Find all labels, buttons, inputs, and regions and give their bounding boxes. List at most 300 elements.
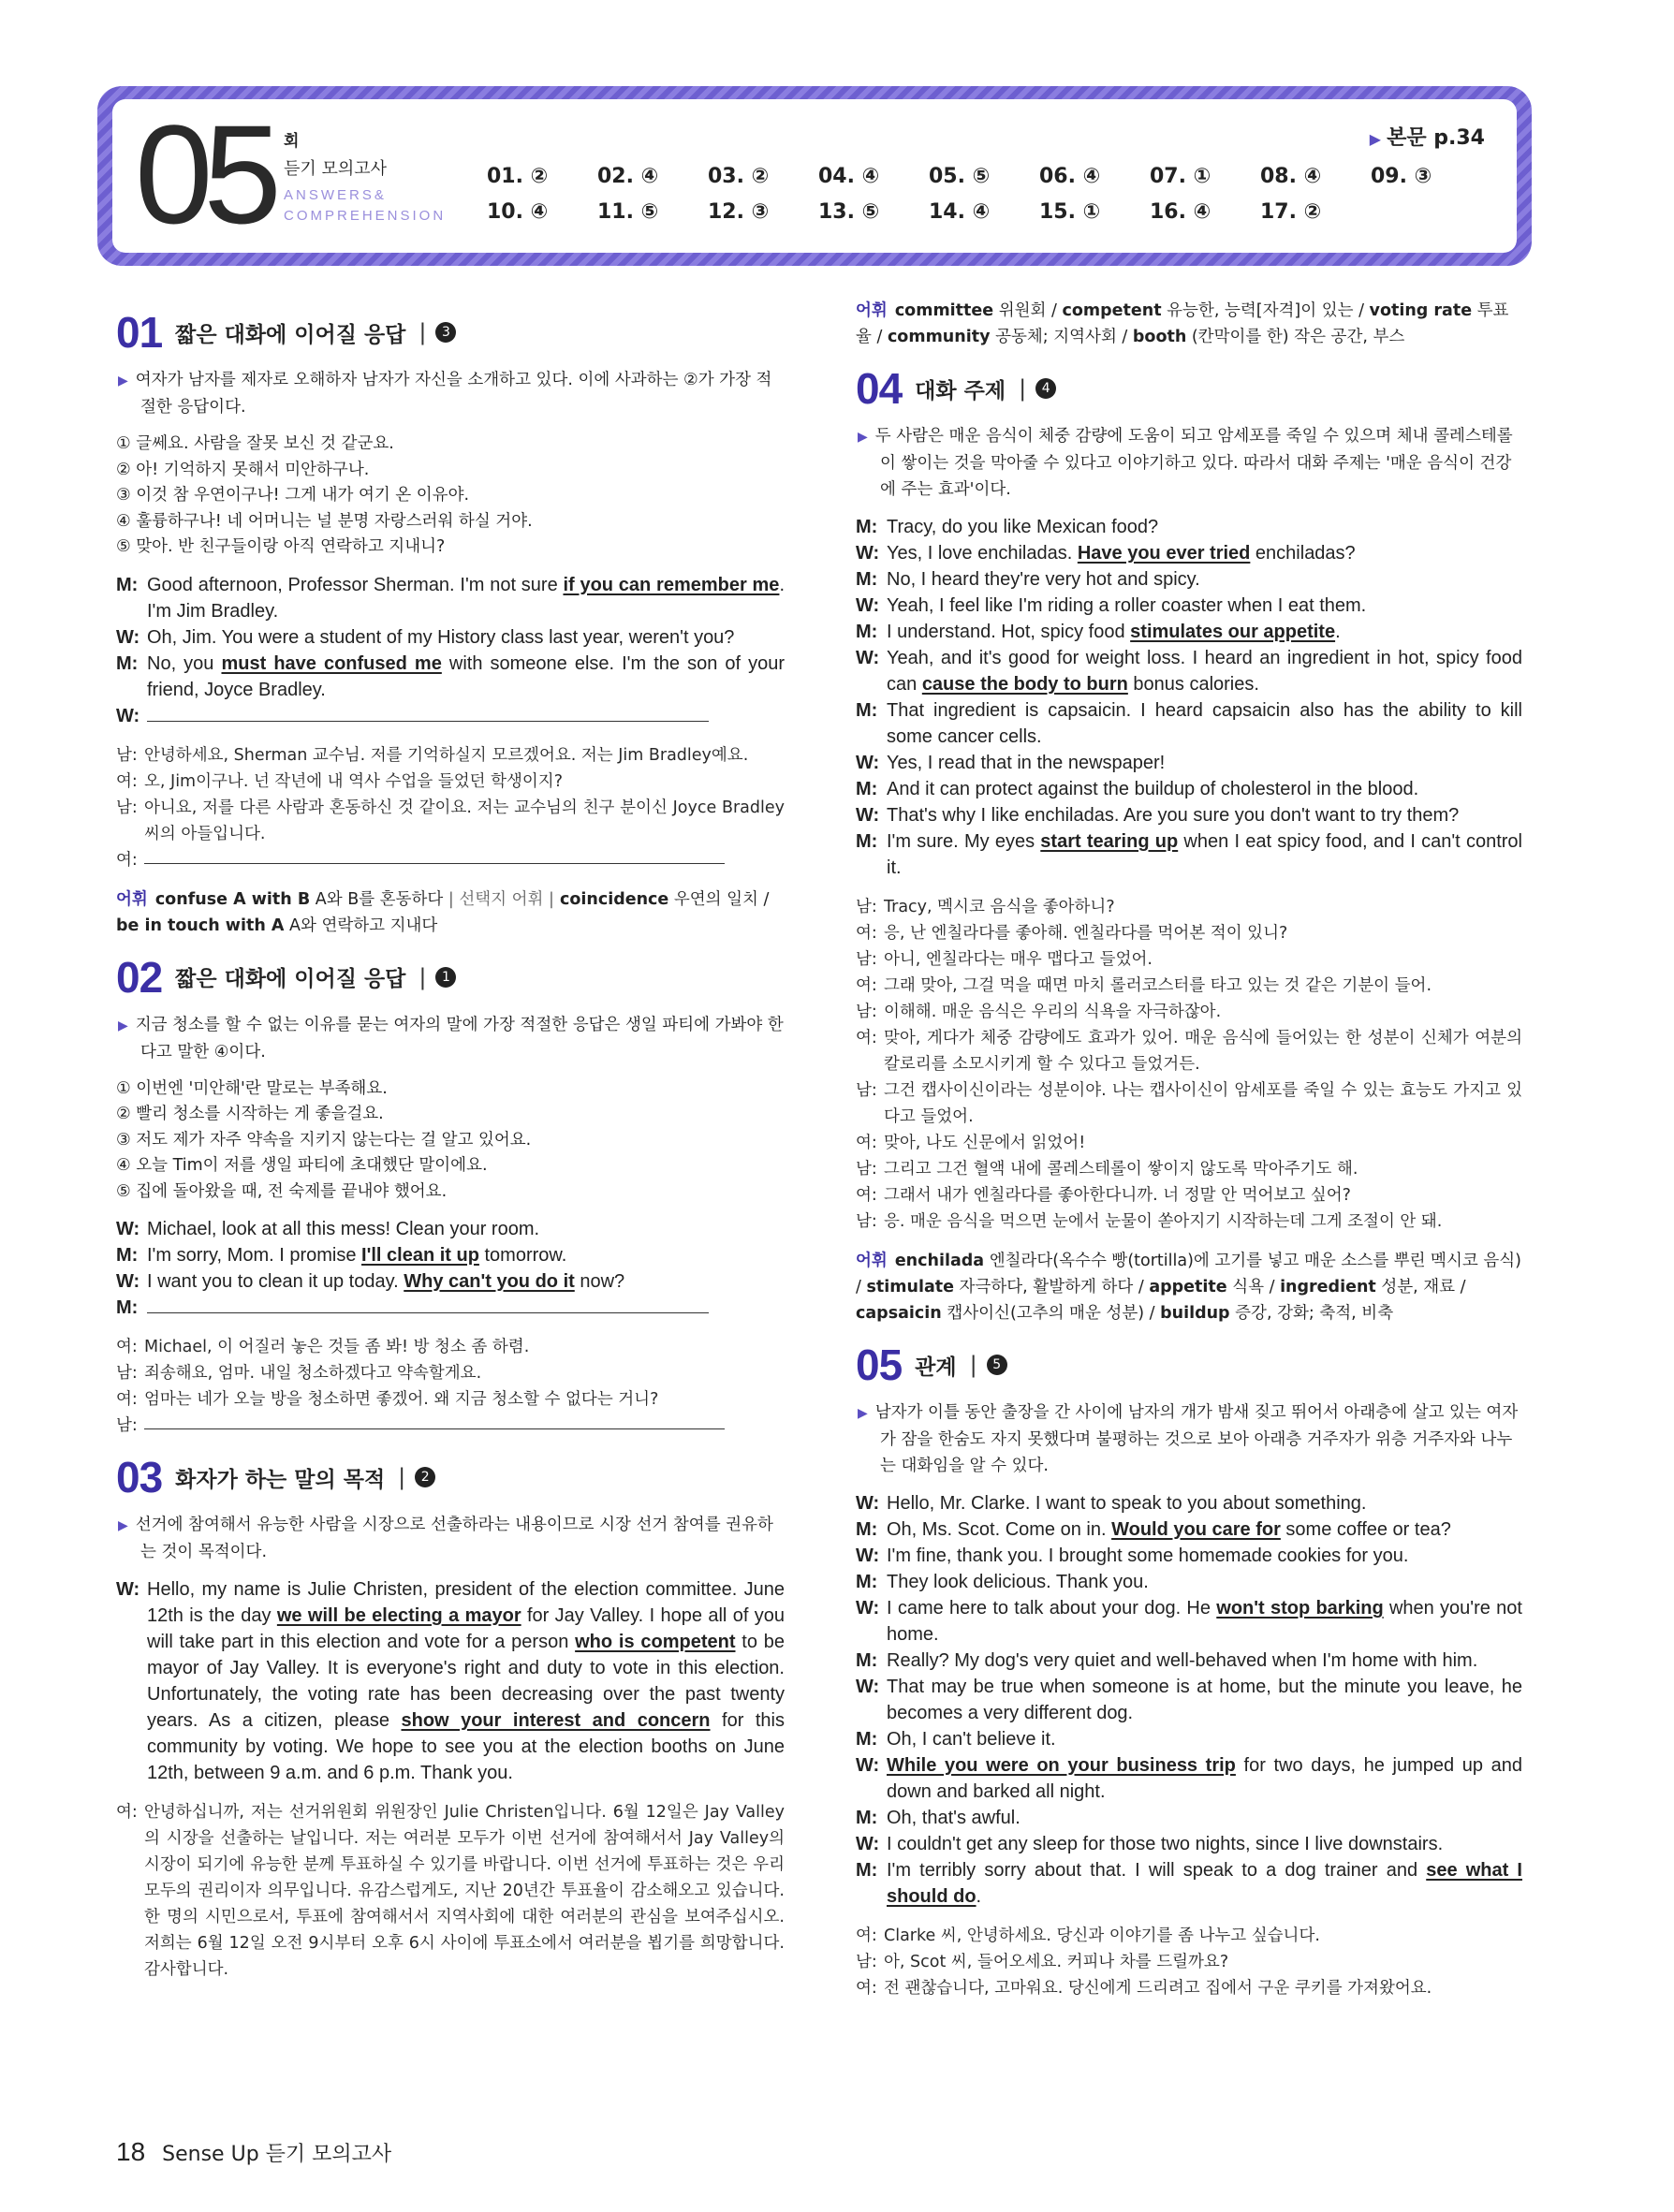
answer-blank bbox=[144, 1413, 725, 1429]
explanation-text: 지금 청소를 할 수 없는 이유를 묻는 여자의 말에 가장 적절한 응답은 생일 파티에 가봐야 한다고 말한 ④이다. bbox=[135, 1015, 784, 1062]
divider: | bbox=[969, 1352, 977, 1378]
dialogue-line bbox=[856, 593, 1522, 619]
speaker: M: bbox=[856, 1519, 878, 1540]
dialogue-text: Oh, Jim. You were a student of my History class last year, weren't you? bbox=[147, 626, 735, 648]
speaker: M: bbox=[116, 574, 139, 595]
dialogue-line bbox=[116, 572, 785, 624]
vocab-term: voting rate bbox=[1369, 301, 1473, 320]
vocab-term: competent bbox=[1062, 301, 1162, 320]
text-run: bonus calories. bbox=[1127, 674, 1259, 695]
key-phrase: While you were on your business trip bbox=[887, 1755, 1236, 1776]
vocab-term: committee bbox=[894, 301, 994, 320]
dialogue-line bbox=[116, 1576, 785, 1786]
dialogue-text bbox=[887, 697, 1522, 750]
text-run: I want you to clean it up today. bbox=[147, 1271, 404, 1292]
vocab-meaning: A와 B를 혼동하다 bbox=[310, 889, 448, 909]
vocab-term: capsaicin bbox=[856, 1304, 942, 1323]
dialogue-text bbox=[887, 776, 1522, 802]
translation bbox=[116, 1799, 785, 1983]
speaker: W: bbox=[856, 1834, 880, 1854]
speaker: M: bbox=[856, 1572, 878, 1592]
vocab-term: stimulate bbox=[866, 1278, 954, 1296]
text-run: . bbox=[976, 1886, 982, 1907]
dialogue-text bbox=[887, 1831, 1522, 1857]
answer-item: 01. ② bbox=[487, 165, 549, 188]
vocab-meaning: 엔칠라다(옥수수 빵(tortilla)에 고기를 넣고 매운 소스를 뿌린 멕시코 음식) / bbox=[856, 1252, 1521, 1296]
dialogue-text bbox=[887, 1569, 1522, 1595]
dialogue-line bbox=[856, 1857, 1522, 1910]
dialogue-line bbox=[116, 624, 785, 651]
speaker: W: bbox=[856, 543, 880, 564]
answer-item: 13. ⑤ bbox=[818, 200, 880, 224]
vocab-meaning: 유능한, 능력[자격]이 있는 / bbox=[1161, 301, 1370, 320]
text-run: Yeah, I feel like I'm riding a roller coaster when I eat them. bbox=[887, 595, 1367, 616]
dialogue-text bbox=[887, 828, 1522, 881]
dialogue-line bbox=[856, 1805, 1522, 1831]
text-run: Tracy, do you like Mexican food? bbox=[887, 517, 1159, 537]
translation-line bbox=[116, 1386, 785, 1413]
dialogue-text bbox=[887, 802, 1522, 828]
dialogue-line bbox=[856, 1752, 1522, 1805]
translation-text: 오, Jim이구나. 넌 작년에 내 역사 수업을 들었던 학생이지? bbox=[144, 771, 563, 791]
speaker: M: bbox=[856, 622, 878, 642]
translation-line bbox=[856, 1182, 1522, 1209]
dialogue-line bbox=[116, 1268, 785, 1295]
dialogue-script bbox=[116, 1216, 785, 1321]
text-run: Yeah, and it's good for weight loss. I heard an ingredient in hot, spicy food can bbox=[887, 648, 1522, 695]
dialogue-line bbox=[856, 776, 1522, 802]
translation-text: 그건 캡사이신이라는 성분이야. 나는 캡사이신이 암세포를 죽일 수 있는 효능도 가지고 있다고 들었어. bbox=[884, 1081, 1522, 1126]
speaker: W: bbox=[856, 1598, 880, 1619]
dialogue-line bbox=[856, 645, 1522, 697]
speaker: W: bbox=[856, 805, 880, 826]
vocab-term: community bbox=[887, 328, 991, 346]
explanation-text: 남자가 이틀 동안 출장을 간 사이에 남자의 개가 밤새 짖고 뛰어서 아래층에 살고 있는 여자가 잠을 한숨도 자지 못했다며 불평하는 것으로 보아 아래층 거주자가 위층 거주자와 나누는 대화임을 알 수 있다. bbox=[874, 1403, 1519, 1475]
translation-line bbox=[856, 946, 1522, 973]
speaker: W: bbox=[856, 648, 880, 668]
speaker: M: bbox=[856, 779, 878, 799]
text-run: I'm sorry, Mom. I promise bbox=[147, 1245, 362, 1266]
speaker: 여: bbox=[856, 1979, 877, 1998]
text-run: They look delicious. Thank you. bbox=[887, 1572, 1149, 1592]
dialogue-line bbox=[856, 1516, 1522, 1543]
vocab-label: 어휘 bbox=[856, 1252, 888, 1270]
speaker: 남: bbox=[856, 1003, 877, 1021]
option-item: ④ 오늘 Tim이 저를 생일 파티에 초대했단 말이에요. bbox=[116, 1156, 488, 1175]
option-item: ① 이번엔 '미안해'란 말로는 부족해요. bbox=[116, 1078, 388, 1098]
option-item: ③ 이것 참 우연이구나! 그게 내가 여기 온 이유야. bbox=[116, 486, 470, 505]
difficulty-badge: 3 bbox=[435, 322, 456, 343]
text-run: I'm terribly sorry about that. I will speak to a dog trainer and bbox=[887, 1860, 1427, 1881]
triangle-icon: ▶ bbox=[118, 374, 128, 388]
text-run: Good afternoon, Professor Sherman. I'm not sure bbox=[147, 574, 564, 595]
text-run: No, you bbox=[147, 652, 222, 674]
option-translations bbox=[116, 1077, 785, 1206]
dialogue-text bbox=[147, 1576, 785, 1786]
text-run: Oh, Ms. Scot. Come on in. bbox=[887, 1519, 1112, 1540]
key-phrase: we will be electing a mayor bbox=[276, 1605, 521, 1626]
speaker: 남: bbox=[856, 898, 877, 916]
translation bbox=[116, 1334, 785, 1439]
dialogue-text bbox=[887, 1516, 1522, 1543]
translation-text: 이해해. 매운 음식은 우리의 식욕을 자극하잖아. bbox=[884, 1003, 1222, 1021]
dialogue-text bbox=[887, 645, 1522, 697]
explanation bbox=[116, 1512, 785, 1565]
explanation bbox=[856, 1399, 1522, 1479]
speaker: W: bbox=[116, 1579, 140, 1600]
section-01-heading bbox=[116, 308, 785, 357]
key-phrase: cause the body to burn bbox=[921, 674, 1128, 695]
vocab-meaning: 투표율 / bbox=[856, 301, 1509, 346]
text-run: to be mayor of Jay Valley. It is everyone's right and duty to vote in this election. Unfortunately, the voting rate has been decreasing over the past twenty years. As a citizen, please bbox=[147, 1632, 786, 1731]
speaker: 남: bbox=[116, 1416, 138, 1435]
text-run: for two days, he jumped up and down and barked all night. bbox=[887, 1755, 1522, 1802]
key-phrase: stimulates our appetite bbox=[1130, 622, 1336, 642]
text-run: some coffee or tea? bbox=[1280, 1519, 1451, 1540]
text-run: Hello, Mr. Clarke. I want to speak to you about something. bbox=[887, 1493, 1367, 1514]
dialogue-text bbox=[887, 1595, 1522, 1648]
translation-line bbox=[856, 973, 1522, 999]
translation bbox=[856, 894, 1522, 1235]
speaker: 여: bbox=[856, 1134, 877, 1152]
page-reference bbox=[1370, 122, 1485, 151]
speaker: 여: bbox=[856, 1029, 877, 1047]
dialogue-text bbox=[887, 1857, 1522, 1910]
answer-item: 06. ④ bbox=[1039, 165, 1101, 188]
section-title: 대화 주제 bbox=[915, 378, 1006, 403]
explanation bbox=[116, 1012, 785, 1065]
vocab-meaning: A와 연락하고 지내다 bbox=[284, 916, 438, 935]
dialogue-text bbox=[887, 1648, 1522, 1674]
option-item: ⑤ 집에 돌아왔을 때, 전 숙제를 끝내야 했어요. bbox=[116, 1181, 448, 1201]
dialogue-line bbox=[856, 1490, 1522, 1516]
dialogue-line bbox=[856, 750, 1522, 776]
monologue-script bbox=[116, 1576, 785, 1786]
vocab-term: coincidence bbox=[553, 889, 669, 909]
translation-text: 그래 맞아, 그걸 먹을 때면 마치 롤러코스터를 타고 있는 것 같은 기분이 들어. bbox=[884, 976, 1432, 995]
speaker: W: bbox=[116, 1219, 140, 1239]
answer-header-banner bbox=[97, 86, 1532, 266]
answer-item: 08. ④ bbox=[1260, 165, 1322, 188]
speaker: M: bbox=[856, 700, 878, 721]
speaker: 여: bbox=[116, 1390, 138, 1409]
translation-text: 안녕하세요, Sherman 교수님. 저를 기억하실지 모르겠어요. 저는 Jim Bradley예요. bbox=[144, 745, 749, 765]
key-phrase: Why can't you do it bbox=[404, 1271, 575, 1292]
translation-line bbox=[856, 1923, 1522, 1949]
dialogue-line bbox=[856, 1595, 1522, 1648]
vocab-meaning: 위원회 / bbox=[993, 301, 1063, 320]
translation-text: 안녕하십니까, 저는 선거위원회 위원장인 Julie Christen입니다. 6월 12일은 Jay Valley의 시장을 선출하는 날입니다. 저는 여러분 모두가 이번 선거에 참여해서서 Jay Valley의 시장이 되기에 유능한 분께 투표하실 수 있기를 바랍니다. 이번 선거에 투표하는 것은 우리 모두의 권리이자 의무입니다. 유감스럽게도, 지난 20년간 투표율이 감소해오고 있습니다. 한 명의 시민으로서, 투표에 참여해서서 지역사회에 대한 여러분의 관심을 보여주십시오. 저희는 6월 12일 오전 9시부터 오후 6시 사이에 투표소에서 여러분을 뵙기를 희망합니다. 감사합니다. bbox=[144, 1803, 785, 1979]
vocab-term: ingredient bbox=[1280, 1278, 1376, 1296]
dialogue-text bbox=[147, 572, 785, 624]
dialogue-text bbox=[887, 750, 1522, 776]
translation-text: 아, Scot 씨, 들어오세요. 커피나 차를 드릴까요? bbox=[884, 1953, 1229, 1971]
divider: | bbox=[398, 1464, 406, 1490]
dialogue-line bbox=[856, 697, 1522, 750]
dialogue-line bbox=[116, 703, 785, 729]
speaker: 여: bbox=[116, 771, 138, 791]
dialogue-text bbox=[887, 566, 1522, 593]
vocab-term: be in touch with A bbox=[116, 916, 285, 935]
answer-item: 02. ④ bbox=[597, 165, 659, 188]
speaker: 남: bbox=[116, 1364, 138, 1383]
vocab-meaning: 공동체; 지역사회 / bbox=[990, 328, 1133, 346]
dialogue-text bbox=[887, 1726, 1522, 1752]
dialogue-text: Michael, look at all this mess! Clean your room. bbox=[147, 1219, 540, 1239]
speaker: 여: bbox=[116, 1803, 138, 1822]
divider: | bbox=[418, 319, 427, 345]
speaker: M: bbox=[856, 1650, 878, 1671]
right-column bbox=[856, 294, 1522, 2014]
speaker: 여: bbox=[116, 850, 138, 870]
translation-text: 맞아, 게다가 체중 감량에도 효과가 있어. 매운 음식에 들어있는 한 성분이 신체가 여분의 칼로리를 소모시키게 할 수 있다고 들었거든. bbox=[884, 1029, 1522, 1074]
speaker: M: bbox=[856, 831, 878, 852]
explanation bbox=[856, 423, 1522, 503]
speaker: M: bbox=[116, 1245, 139, 1266]
translation-text: Michael, 이 어질러 놓은 것들 좀 봐! 방 청소 좀 하렴. bbox=[144, 1338, 530, 1356]
section-number: 05 bbox=[856, 1340, 903, 1389]
vocabulary bbox=[856, 1248, 1522, 1326]
translation-line bbox=[116, 1799, 785, 1983]
vocab-meaning: (칸막이를 한) 작은 공간, 부스 bbox=[1186, 328, 1405, 346]
difficulty-badge: 2 bbox=[415, 1467, 435, 1487]
dialogue-line bbox=[856, 619, 1522, 645]
speaker: 남: bbox=[116, 798, 138, 817]
dialogue-text bbox=[887, 540, 1522, 566]
dialogue-script bbox=[856, 514, 1522, 881]
answer-item: 09. ③ bbox=[1371, 165, 1432, 188]
answer-blank bbox=[147, 1295, 709, 1313]
translation-line bbox=[856, 1130, 1522, 1156]
translation-line bbox=[116, 769, 785, 795]
translation-text: 맞아, 나도 신문에서 읽었어! bbox=[884, 1134, 1086, 1152]
answer-item: 04. ④ bbox=[818, 165, 880, 188]
vocab-term: enchilada bbox=[894, 1252, 985, 1270]
section-03-heading bbox=[116, 1453, 785, 1502]
round-label: 회 bbox=[284, 132, 300, 151]
vocab-meaning: 증강, 강화; 축적, 비축 bbox=[1229, 1304, 1394, 1323]
text-run: No, I heard they're very hot and spicy. bbox=[887, 569, 1200, 590]
speaker: M: bbox=[856, 569, 878, 590]
speaker: M: bbox=[856, 517, 878, 537]
section-number: 04 bbox=[856, 364, 903, 413]
dialogue-line bbox=[856, 566, 1522, 593]
divider: | bbox=[1019, 375, 1027, 402]
dialogue-line bbox=[856, 514, 1522, 540]
answer-item: 16. ④ bbox=[1150, 200, 1211, 224]
dialogue-text bbox=[887, 1805, 1522, 1831]
text-run: enchiladas? bbox=[1250, 543, 1356, 564]
answer-item: 12. ③ bbox=[708, 200, 770, 224]
option-item: ③ 저도 제가 자주 약속을 지키지 않는다는 걸 알고 있어요. bbox=[116, 1130, 532, 1150]
translation-line bbox=[856, 920, 1522, 946]
section-05-heading bbox=[856, 1340, 1522, 1389]
translation-line bbox=[856, 1025, 1522, 1077]
speaker: W: bbox=[116, 1271, 140, 1292]
translation-line bbox=[116, 742, 785, 769]
answer-item: 05. ⑤ bbox=[929, 165, 991, 188]
translation-text: 그리고 그건 혈액 내에 콜레스테롤이 쌓이지 않도록 막아주기도 해. bbox=[884, 1160, 1358, 1179]
dialogue-line bbox=[856, 1831, 1522, 1857]
explanation bbox=[116, 367, 785, 420]
speaker: W: bbox=[856, 1755, 880, 1776]
vocab-separator: | 선택지 어휘 | bbox=[448, 889, 554, 909]
text-run: And it can protect against the buildup of cholesterol in the blood. bbox=[887, 779, 1419, 799]
answer-item: 15. ① bbox=[1039, 200, 1101, 224]
test-title: 듣기 모의고사 bbox=[284, 159, 388, 179]
option-item: ② 빨리 청소를 시작하는 게 좋을걸요. bbox=[116, 1105, 384, 1123]
key-phrase: I'll clean it up bbox=[361, 1245, 479, 1266]
dialogue-line bbox=[856, 1726, 1522, 1752]
answer-item: 11. ⑤ bbox=[597, 200, 659, 224]
key-phrase: Would you care for bbox=[1111, 1519, 1281, 1540]
text-run: I'm fine, thank you. I brought some homemade cookies for you. bbox=[887, 1545, 1409, 1566]
option-item: ② 아! 기억하지 못해서 미안하구나. bbox=[116, 460, 370, 479]
dialogue-text bbox=[887, 1490, 1522, 1516]
dialogue-line bbox=[856, 1648, 1522, 1674]
key-phrase: start tearing up bbox=[1040, 831, 1179, 852]
speaker: 여: bbox=[856, 1186, 877, 1205]
translation-line bbox=[856, 1209, 1522, 1235]
difficulty-badge: 1 bbox=[435, 967, 456, 988]
translation-line bbox=[856, 1156, 1522, 1182]
translation-text: Clarke 씨, 안녕하세요. 당신과 이야기를 좀 나누고 싶습니다. bbox=[884, 1926, 1320, 1945]
test-number: 05 bbox=[135, 95, 272, 253]
speaker: 남: bbox=[856, 950, 877, 969]
text-run: when you're not home. bbox=[887, 1598, 1522, 1645]
option-item: ① 글쎄요. 사람을 잘못 보신 것 같군요. bbox=[116, 434, 394, 453]
text-run: Yes, I love enchiladas. bbox=[887, 543, 1078, 564]
vocab-term: booth bbox=[1132, 328, 1187, 346]
speaker: M: bbox=[116, 652, 139, 674]
vocab-meaning: 식욕 / bbox=[1226, 1278, 1281, 1296]
translation-text: Tracy, 멕시코 음식을 좋아하니? bbox=[884, 898, 1115, 916]
vocab-meaning: 캡사이신(고추의 매운 성분) / bbox=[941, 1304, 1161, 1323]
translation-text: 응. 매운 음식을 먹으면 눈에서 눈물이 쏟아지기 시작하는데 그게 조절이 안 돼. bbox=[884, 1212, 1443, 1231]
option-translations bbox=[116, 432, 785, 561]
vocab-term: confuse A with B bbox=[154, 889, 311, 909]
translation bbox=[116, 742, 785, 873]
dialogue-text bbox=[887, 593, 1522, 619]
vocabulary bbox=[856, 298, 1522, 350]
translation-line bbox=[116, 1413, 785, 1439]
text-run: tomorrow. bbox=[478, 1245, 567, 1266]
speaker: M: bbox=[856, 1729, 878, 1750]
vocab-label: 어휘 bbox=[856, 301, 888, 320]
ac-line-1: ANSWERS& bbox=[284, 187, 387, 203]
speaker: 남: bbox=[856, 1081, 877, 1100]
text-run: now? bbox=[574, 1271, 625, 1292]
translation-line bbox=[856, 999, 1522, 1025]
speaker: W: bbox=[856, 1493, 880, 1514]
speaker: 여: bbox=[856, 1926, 877, 1945]
vocab-term: buildup bbox=[1160, 1304, 1230, 1323]
dialogue-line bbox=[116, 1295, 785, 1321]
speaker: 여: bbox=[116, 1338, 138, 1356]
key-phrase: show your interest and concern bbox=[401, 1710, 711, 1731]
text-run: That's why I like enchiladas. Are you sure you don't want to try them? bbox=[887, 805, 1460, 826]
text-run: Oh, I can't believe it. bbox=[887, 1729, 1056, 1750]
text-run: when I eat spicy food, and I can't control it. bbox=[887, 831, 1522, 878]
translation-line bbox=[856, 894, 1522, 920]
speaker: M: bbox=[856, 1808, 878, 1828]
vocab-meaning: 자극하다, 활발하게 하다 / bbox=[953, 1278, 1150, 1296]
triangle-icon: ▶ bbox=[1369, 130, 1382, 148]
dialogue-text bbox=[887, 1543, 1522, 1569]
option-item: ⑤ 맞아. 반 친구들이랑 아직 연락하고 지내니? bbox=[116, 537, 446, 556]
triangle-icon: ▶ bbox=[858, 1406, 868, 1421]
speaker: W: bbox=[856, 753, 880, 773]
difficulty-badge: 4 bbox=[1035, 378, 1056, 399]
vocab-label: 어휘 bbox=[116, 889, 148, 909]
text-run: Yes, I read that in the newspaper! bbox=[887, 753, 1166, 773]
key-phrase: who is competent bbox=[575, 1632, 736, 1652]
dialogue-line bbox=[856, 1674, 1522, 1726]
answer-item: 14. ④ bbox=[929, 200, 991, 224]
vocabulary bbox=[116, 886, 785, 939]
answer-item: 03. ② bbox=[708, 165, 770, 188]
text-run: with someone else. I'm the son of your friend, Joyce Bradley. bbox=[147, 652, 786, 700]
dialogue-line bbox=[856, 828, 1522, 881]
translation-text: 아니요, 저를 다른 사람과 혼동하신 것 같이요. 저는 교수님의 친구 분이신 Joyce Bradley 씨의 아들입니다. bbox=[144, 798, 785, 843]
section-04-heading bbox=[856, 364, 1522, 413]
ac-line-2: COMPREHENSION bbox=[284, 208, 447, 224]
section-number: 02 bbox=[116, 952, 163, 1002]
triangle-icon: ▶ bbox=[118, 1518, 128, 1533]
difficulty-badge: 5 bbox=[987, 1355, 1007, 1375]
section-number: 01 bbox=[116, 308, 163, 357]
answer-item: 07. ① bbox=[1150, 165, 1211, 188]
divider: | bbox=[418, 963, 427, 990]
dialogue-text bbox=[887, 619, 1522, 645]
speaker: 남: bbox=[856, 1160, 877, 1179]
text-run: I came here to talk about your dog. He bbox=[887, 1598, 1217, 1619]
key-phrase: won't stop barking bbox=[1216, 1598, 1384, 1619]
page-number: 18 bbox=[116, 2137, 146, 2166]
dialogue-script bbox=[856, 1490, 1522, 1910]
dialogue-line bbox=[116, 1216, 785, 1242]
text-run: Oh, that's awful. bbox=[887, 1808, 1021, 1828]
explanation-text: 두 사람은 매운 음식이 체중 감량에 도움이 되고 암세포를 죽일 수 있으며 체내 콜레스테롤이 쌓이는 것을 막아줄 수 있다고 이야기하고 있다. 따라서 대화 주제는 '매운 음식이 건강에 주는 효과'이다. bbox=[874, 427, 1513, 499]
dialogue-line bbox=[116, 1242, 785, 1268]
triangle-icon: ▶ bbox=[118, 1018, 128, 1033]
triangle-icon: ▶ bbox=[858, 430, 868, 445]
speaker: W: bbox=[856, 1545, 880, 1566]
answer-blank bbox=[147, 703, 709, 722]
translation-line bbox=[116, 1360, 785, 1386]
text-run: Really? My dog's very quiet and well-behaved when I'm home with him. bbox=[887, 1650, 1478, 1671]
translation-line bbox=[856, 1949, 1522, 1975]
translation-text: 전 괜찮습니다, 고마워요. 당신에게 드리려고 집에서 구운 쿠키를 가져왔어요. bbox=[884, 1979, 1432, 1998]
translation-text: 그래서 내가 엔칠라다를 좋아한다니까. 너 정말 안 먹어보고 싶어? bbox=[884, 1186, 1351, 1205]
dialogue-text bbox=[887, 514, 1522, 540]
dialogue-text bbox=[147, 1268, 785, 1295]
text-run: . bbox=[1335, 622, 1341, 642]
speaker: M: bbox=[116, 1297, 139, 1318]
left-column bbox=[116, 294, 785, 1996]
speaker: 남: bbox=[856, 1212, 877, 1231]
book-title: Sense Up 듣기 모의고사 bbox=[162, 2143, 392, 2166]
key-phrase: Have you ever tried bbox=[1077, 543, 1251, 564]
section-02-heading bbox=[116, 952, 785, 1002]
text-run: That ingredient is capsaicin. I heard capsaicin also has the ability to kill some cancer cells. bbox=[887, 700, 1522, 747]
dialogue-line bbox=[856, 540, 1522, 566]
translation-line bbox=[116, 847, 785, 873]
section-number: 03 bbox=[116, 1453, 163, 1502]
speaker: M: bbox=[856, 1860, 878, 1881]
page-footer bbox=[116, 2137, 391, 2167]
explanation-text: 선거에 참여해서 유능한 사람을 시장으로 선출하라는 내용이므로 시장 선거 참여를 권유하는 것이 목적이다. bbox=[135, 1516, 773, 1561]
